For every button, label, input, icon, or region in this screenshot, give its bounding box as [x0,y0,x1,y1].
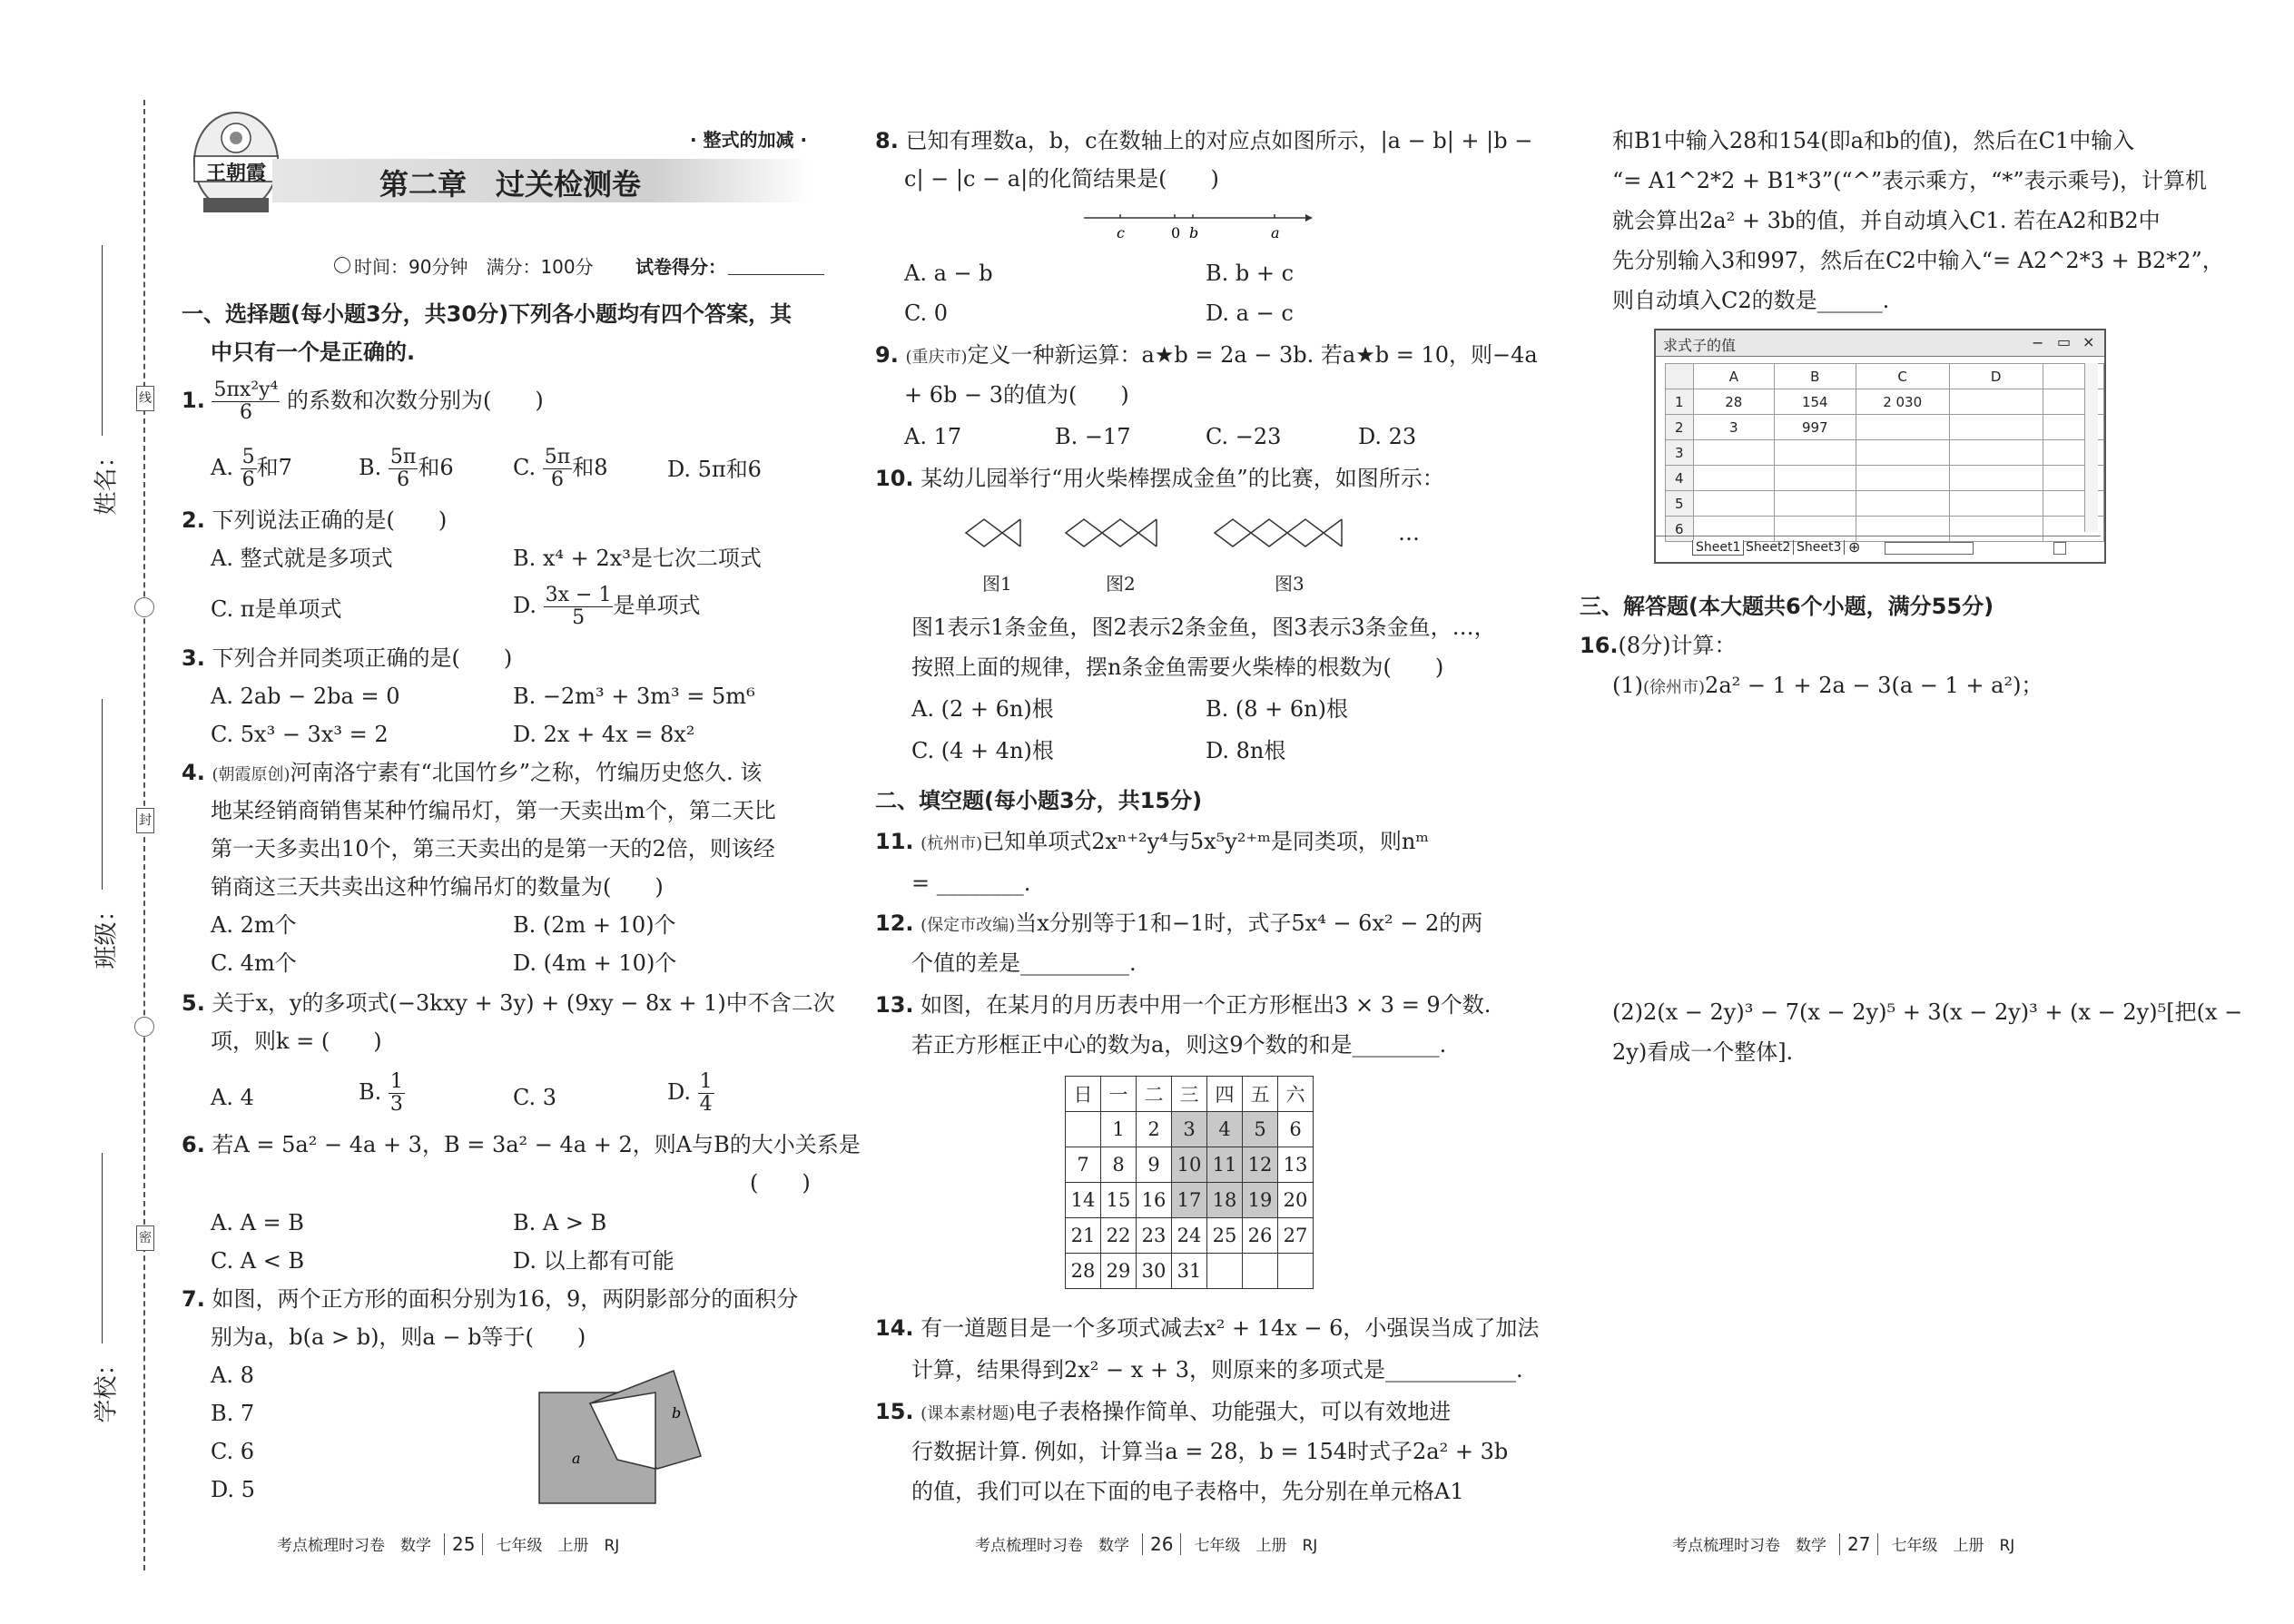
section-solve-title: 三、解答题(本大题共6个小题，满分55分) [1580,594,1994,619]
spreadsheet-title: 求式子的值 [1663,337,1737,354]
class-underline [102,699,103,890]
horizontal-scrollbar[interactable] [1885,542,1974,555]
question-number: 1. [182,388,205,413]
cell-c1[interactable]: 2 030 [1856,389,1949,415]
section-choice-title-2: 中只有一个是正确的. [211,340,416,365]
option-a[interactable] [211,447,292,491]
question-text: (8分)计算： [1618,633,1737,658]
option-c[interactable]: C. 0 [904,300,949,326]
calendar-cell: 30 [1137,1254,1172,1289]
question-number: 16. [1580,633,1619,658]
option-text: 和7 [256,455,292,480]
calendar-head-cell: 四 [1207,1077,1243,1112]
fraction: $\frac{5}{6}$ [241,446,255,491]
empty-cell[interactable] [1949,491,2043,517]
question-12 [875,910,1482,940]
calendar-cell [1278,1254,1314,1289]
cell-b2[interactable]: 997 [1774,415,1856,440]
option-d[interactable]: D. 以上都有可能 [513,1248,674,1274]
question-number: 4. [182,760,205,785]
option-b[interactable] [359,447,454,491]
matchstick-fish-figure [962,501,1434,565]
option-c[interactable]: C. (4 + 4n)根 [911,738,1054,763]
calendar-cell: 8 [1101,1147,1137,1183]
calendar-cell: 22 [1101,1218,1137,1254]
source-tag: (课本素材题) [921,1404,1016,1423]
spreadsheet-row [1666,389,2104,415]
fraction: $\frac{1}{3}$ [389,1070,403,1116]
empty-cell[interactable] [1774,491,1856,517]
footer-grade: 七年级 上册 RJ [496,1537,620,1555]
question-text: 定义一种新运算：a★b = 2a − 3b. 若a★b = 10，则−4a [967,342,1538,368]
footer-page-26 [975,1532,1317,1555]
option-b[interactable] [359,1071,405,1116]
option-a[interactable]: A. 17 [904,424,962,449]
section-fill-title: 二、填空题(每小题3分，共15分) [875,788,1203,813]
svg-text:b: b [672,1404,682,1422]
option-d[interactable]: D. 23 [1358,424,1417,449]
option-text: 和6 [418,455,454,480]
question-7 [182,1285,798,1313]
option-label: B. [359,455,382,480]
binding-hole [134,1017,154,1037]
question-text: 已知有理数a，b，c在数轴上的对应点如图所示，|a − b| + |b − [905,128,1533,153]
calendar-cell: 6 [1278,1112,1314,1147]
option-a[interactable]: A. 4 [211,1085,254,1110]
cell-d1[interactable] [1949,389,2043,415]
binding-line [143,100,145,1570]
fraction: $\frac{1}{4}$ [699,1070,713,1116]
calendar-cell: 29 [1101,1254,1137,1289]
calendar-cell-shaded: 17 [1172,1183,1207,1218]
footer-page-25 [277,1532,619,1555]
question-4 [182,759,762,789]
calendar-cell-shaded: 12 [1243,1147,1278,1183]
option-b[interactable]: B. 7 [211,1401,255,1426]
question-16-part-2: (2)2(x − 2y)³ − 7(x − 2y)⁵ + 3(x − 2y)³ + (x − 2y)⁵[把(x − [1612,999,2243,1025]
question-16-part-2-line-2: 2y)看成一个整体]. [1612,1039,1794,1065]
school-label: 学校： [93,1352,121,1423]
option-d[interactable]: D. (4m + 10)个 [513,950,677,976]
calendar-head-cell: 五 [1243,1077,1278,1112]
option-d[interactable] [513,585,700,629]
option-a[interactable]: A. 整式就是多项式 [211,546,393,571]
fig-label-3: 图3 [1275,573,1305,595]
add-sheet-icon[interactable]: ⊕ [1848,538,1861,556]
question-5 [182,989,835,1017]
name-label: 姓名： [93,444,121,516]
fraction: $\frac{5\pi}{6}$ [389,446,417,491]
source-tag: (徐州市) [1643,678,1706,697]
question-text: 已知单项式2xⁿ⁺²y⁴与5x⁵y²⁺ᵐ是同类项，则nᵐ [982,829,1430,854]
footer-grade: 七年级 上册 RJ [1891,1537,2015,1555]
corner-cell [1666,364,1694,389]
calendar-cell-shaded: 18 [1207,1183,1243,1218]
class-label: 班级： [93,898,121,969]
logo-text: 王朝霞 [205,162,266,185]
question-16 [1580,632,1737,659]
row-header[interactable]: 3 [1666,440,1694,466]
calendar-cell: 14 [1066,1183,1101,1218]
calendar-cell-shaded: 11 [1207,1147,1243,1183]
calendar-cell: 7 [1066,1147,1101,1183]
empty-cell[interactable] [1693,491,1774,517]
question-16-part-1 [1612,672,2043,702]
brand-logo [189,107,283,225]
question-number: 5. [182,990,205,1016]
col3-line-3: 就会算出2a² + 3b的值，并自动填入C1. 若在A2和B2中 [1612,208,2161,233]
empty-cell[interactable] [1856,440,1949,466]
option-a[interactable]: A. a − b [904,261,993,286]
question-number: 8. [875,128,899,153]
col-header[interactable]: C [1856,364,1949,389]
svg-text:a: a [572,1450,581,1467]
row-header[interactable]: 5 [1666,491,1694,517]
calendar-row [1066,1147,1314,1183]
question-12-line-2: 个值的差是__________. [911,950,1137,976]
spreadsheet-titlebar [1656,330,2104,357]
option-label: D. [667,1079,692,1105]
calendar-head-cell: 一 [1101,1077,1137,1112]
question-8-line-2: c| − |c − a|的化简结果是( ) [904,166,1219,192]
question-15-line-3: 的值，我们可以在下面的电子表格中，先分别在单元格A1 [911,1479,1464,1504]
question-number: 13. [875,992,914,1018]
calendar-cell: 25 [1207,1218,1243,1254]
question-10-line-2: 图1表示1条金鱼，图2表示2条金鱼，图3表示3条金鱼，…， [911,615,1496,640]
source-tag: (朝霞原创) [212,765,290,784]
calendar-cell: 24 [1172,1218,1207,1254]
question-8 [875,127,1532,154]
part-label: (1) [1612,673,1643,698]
option-a[interactable]: A. 2m个 [211,912,297,938]
spreadsheet-row [1666,491,2104,517]
question-10-line-3: 按照上面的规律，摆n条金鱼需要火柴棒的根数为( ) [911,655,1444,680]
option-label: C. [513,455,537,480]
svg-text:0: 0 [1171,224,1181,241]
question-number: 10. [875,466,914,491]
time-info: 时间：90分钟 满分：100分 [354,256,594,278]
row-header[interactable]: 1 [1666,389,1694,415]
question-4-line-3: 第一天多卖出10个，第三天卖出的是第一天的2倍，则该经 [211,836,775,861]
maximize-icon[interactable]: ▭ [2057,333,2072,350]
option-d[interactable]: D. 8n根 [1206,738,1286,763]
spreadsheet-row [1666,440,2104,466]
footer-grade: 七年级 上册 RJ [1194,1537,1318,1555]
ellipsis: … [1398,520,1420,546]
calendar-head-cell: 日 [1066,1077,1101,1112]
page-number: 25 [444,1533,483,1555]
svg-text:a: a [1271,224,1280,241]
empty-cell[interactable] [1856,466,1949,491]
calendar-cell [1207,1254,1243,1289]
spreadsheet-window [1654,329,2106,564]
option-d[interactable]: D. 2x + 4x = 8x² [513,722,695,747]
option-c[interactable]: C. π是单项式 [211,596,342,622]
calendar-cell-shaded: 19 [1243,1183,1278,1218]
calendar-cell-shaded: 3 [1172,1112,1207,1147]
option-c[interactable]: C. −23 [1206,424,1282,449]
question-text: 如图，在某月的月历表中用一个正方形框出3 × 3 = 9个数. [921,992,1492,1018]
question-number: 9. [875,342,899,368]
question-number: 3. [182,645,205,671]
fig-label-1: 图1 [982,573,1012,595]
option-c[interactable]: C. 3 [513,1085,557,1110]
calendar-cell [1066,1112,1101,1147]
spreadsheet-row [1666,415,2104,440]
calendar-row [1066,1218,1314,1254]
option-b[interactable]: B. (2m + 10)个 [513,912,676,938]
row-header[interactable]: 2 [1666,415,1694,440]
question-text: 当x分别等于1和−1时，式子5x⁴ − 6x² − 2的两 [1015,910,1483,936]
calendar-cell: 23 [1137,1218,1172,1254]
topic-label: · 整式的加减 · [690,129,808,151]
col3-line-1: 和B1中输入28和154(即a和b的值)，然后在C1中输入 [1612,128,2135,153]
col3-line-2: “= A1^2*2 + B1*3”(“^”表示乘方，“*”表示乘号)，计算机 [1612,168,2207,193]
option-b[interactable]: B. x⁴ + 2x³是七次二项式 [513,546,762,571]
question-text: 的系数和次数分别为( ) [287,388,544,413]
score-label: 试卷得分： [635,256,726,278]
calendar-row [1066,1183,1314,1218]
calendar-cell [1243,1254,1278,1289]
question-number: 6. [182,1132,205,1157]
option-a[interactable]: A. 8 [211,1363,254,1388]
option-b[interactable]: B. b + c [1206,261,1295,286]
question-1 [182,379,544,424]
option-b[interactable]: B. −2m³ + 3m³ = 5m⁶ [513,684,755,709]
footer-book: 考点梳理时习卷 数学 [1672,1537,1826,1555]
calendar-cell: 15 [1101,1183,1137,1218]
calendar-cell-shaded: 10 [1172,1147,1207,1183]
seal-mark-secret: 密 [136,1225,154,1251]
row-header[interactable]: 4 [1666,466,1694,491]
question-number: 14. [875,1315,914,1341]
source-tag: (保定市改编) [921,916,1016,935]
name-underline [102,245,103,436]
footer-book: 考点梳理时习卷 数学 [277,1537,431,1555]
option-a[interactable]: A. A = B [211,1210,304,1235]
close-icon[interactable]: × [2082,333,2095,350]
question-14-line-2: 计算，结果得到2x² − x + 3，则原来的多项式是____________. [911,1357,1523,1383]
calendar-row [1066,1254,1314,1289]
score-blank [728,274,824,275]
calendar-cell: 26 [1243,1218,1278,1254]
question-3 [182,645,512,672]
cell-a1[interactable]: 28 [1693,389,1774,415]
question-text: 下列合并同类项正确的是( ) [212,645,513,671]
option-a[interactable]: A. (2 + 6n)根 [911,696,1054,722]
page-number: 27 [1839,1533,1878,1555]
calendar-head-cell: 二 [1137,1077,1172,1112]
question-text: 若A = 5a² − 4a + 3，B = 3a² − 4a + 2，则A与B的大小关系是 [212,1132,861,1157]
option-label: A. [211,455,233,480]
fig-label-2: 图2 [1106,573,1136,595]
option-d[interactable] [667,1071,714,1116]
spreadsheet-grid [1665,363,2104,542]
question-text: 有一道题目是一个多项式减去x² + 14x − 6，小强误当成了加法 [921,1315,1540,1341]
calendar-table [1065,1076,1314,1289]
question-9 [875,341,1538,371]
question-text: 关于x，y的多项式(−3kxy + 3y) + (9xy − 8x + 1)中不含二次 [212,990,835,1016]
empty-cell[interactable] [1693,466,1774,491]
option-d[interactable]: D. 5 [211,1477,255,1502]
chapter-title: 第二章 过关检测卷 [379,167,642,202]
calendar-cell: 21 [1066,1218,1101,1254]
number-line-figure [1080,207,1316,247]
minimize-icon[interactable]: − [2032,334,2044,351]
seal-mark-line: 线 [136,386,154,411]
empty-cell[interactable] [1856,491,1949,517]
spreadsheet-row [1666,466,2104,491]
question-number: 11. [875,829,914,854]
calendar-cell: 28 [1066,1254,1101,1289]
fraction: $\frac{5\pi}{6}$ [544,446,571,491]
svg-text:b: b [1189,224,1199,241]
clock-icon [334,257,350,273]
cell-b1[interactable]: 154 [1774,389,1856,415]
option-label: B. [359,1079,382,1105]
empty-cell[interactable] [1693,440,1774,466]
question-13 [875,991,1491,1019]
footer-page-27 [1672,1532,2014,1555]
option-b[interactable]: B. (8 + 6n)根 [1206,696,1348,722]
question-number: 15. [875,1399,914,1424]
question-5-line-2: 项，则k = ( ) [211,1029,382,1054]
sheet-tabs-bar [1656,536,2101,560]
option-text: 是单项式 [613,593,701,618]
calendar-cell: 31 [1172,1254,1207,1289]
question-number: 7. [182,1286,205,1312]
calendar-row [1066,1112,1314,1147]
option-d[interactable]: D. a − c [1206,300,1294,326]
calendar-head-cell: 六 [1278,1077,1314,1112]
cell-a2[interactable]: 3 [1693,415,1774,440]
svg-text:c: c [1117,224,1125,241]
empty-cell[interactable] [1774,440,1856,466]
col3-line-4: 先分别输入3和997，然后在C2中输入“= A2^2*3 + B2*2”， [1612,248,2224,273]
answer-paren: ( ) [750,1170,811,1196]
squares-figure [536,1362,717,1507]
question-6 [182,1131,861,1158]
row-header[interactable]: 6 [1666,517,1694,542]
section-choice-title: 一、选择题(每小题3分，共30分)下列各小题均有四个答案，其 [182,301,793,327]
sheet-tab-3[interactable]: Sheet3 [1794,540,1845,555]
calendar-cell: 2 [1137,1112,1172,1147]
question-4-line-2: 地某经销商销售某种竹编吊灯，第一天卖出m个，第二天比 [211,798,776,823]
question-number: 12. [875,910,914,936]
calendar-cell-shaded: 5 [1243,1112,1278,1147]
calendar-header-row [1066,1077,1314,1112]
question-14 [875,1314,1539,1342]
calendar-cell: 16 [1137,1183,1172,1218]
question-text: 某幼儿园举行“用火柴棒摆成金鱼”的比赛，如图所示： [921,466,1444,491]
empty-cell[interactable] [1774,466,1856,491]
question-7-line-2: 别为a，b(a > b)，则a − b等于( ) [211,1324,586,1350]
calendar-cell-shaded: 4 [1207,1112,1243,1147]
option-d[interactable]: D. 5π和6 [667,457,762,482]
fraction: $\frac{\text{5πx²y⁴}}{6}$ [213,379,279,424]
col-header[interactable]: A [1693,364,1774,389]
option-text: 和8 [572,455,608,480]
col3-line-5: 则自动填入C2的数是______. [1612,288,1890,313]
source-tag: (重庆市) [905,348,968,367]
option-c[interactable]: C. 5x³ − 3x³ = 2 [211,722,389,747]
footer-book: 考点梳理时习卷 数学 [975,1537,1129,1555]
col-header[interactable]: D [1949,364,2043,389]
cell-d2[interactable] [1949,415,2043,440]
option-c[interactable] [513,447,608,491]
question-4-line-4: 销商这三天共卖出这种竹编吊灯的数量为( ) [211,874,664,900]
source-tag: (杭州市) [921,834,983,853]
option-b[interactable]: B. A > B [513,1210,607,1235]
option-c[interactable]: C. 4m个 [211,950,297,976]
col-header[interactable]: B [1774,364,1856,389]
option-label: D. [513,593,537,618]
option-c[interactable]: C. 6 [211,1439,255,1464]
binding-hole [134,597,154,617]
question-2 [182,507,447,534]
question-9-line-2: + 6b − 3的值为( ) [904,382,1129,408]
calendar-cell: 9 [1137,1147,1172,1183]
empty-cell[interactable] [1949,440,2043,466]
question-15-line-2: 行数据计算. 例如，计算当a = 28，b = 154时式子2a² + 3b [911,1439,1509,1464]
empty-cell[interactable] [1949,466,2043,491]
question-13-line-2: 若正方形框正中心的数为a，则这9个数的和是________. [911,1032,1447,1058]
page-number: 26 [1142,1533,1181,1555]
question-11-line-2: = ________. [911,871,1031,896]
seal-mark-seal: 封 [136,808,154,833]
question-text: 下列说法正确的是( ) [212,507,448,533]
question-11 [875,828,1429,858]
question-text: 河南洛宁素有“北国竹乡”之称，竹编历史悠久. 该 [290,760,763,785]
sheet-tab-1[interactable]: Sheet1 [1692,540,1744,556]
question-number: 2. [182,507,205,533]
option-b[interactable]: B. −17 [1055,424,1131,449]
question-10 [875,465,1444,492]
question-15 [875,1398,1451,1428]
option-a[interactable]: A. 2ab − 2ba = 0 [211,684,400,709]
option-c[interactable]: C. A < B [211,1248,305,1274]
calendar-head-cell: 三 [1172,1077,1207,1112]
school-underline [102,1153,103,1343]
part-text: 2a² − 1 + 2a − 3(a − 1 + a²)； [1705,673,2043,698]
scroll-right-icon[interactable] [2053,542,2066,555]
calendar-cell: 20 [1278,1183,1314,1218]
question-text: 如图，两个正方形的面积分别为16，9，两阴影部分的面积分 [212,1286,799,1312]
sheet-tab-2[interactable]: Sheet2 [1743,540,1794,555]
question-text: 电子表格操作简单、功能强大，可以有效地进 [1015,1399,1452,1424]
cell-c2[interactable] [1856,415,1949,440]
calendar-cell: 1 [1101,1112,1137,1147]
spreadsheet-col-header-row [1666,364,2104,389]
fraction: $\frac{3x - 1}{5}$ [545,584,612,629]
calendar-cell: 27 [1278,1218,1314,1254]
vertical-scrollbar[interactable] [2084,363,2098,532]
calendar-cell: 13 [1278,1147,1314,1183]
